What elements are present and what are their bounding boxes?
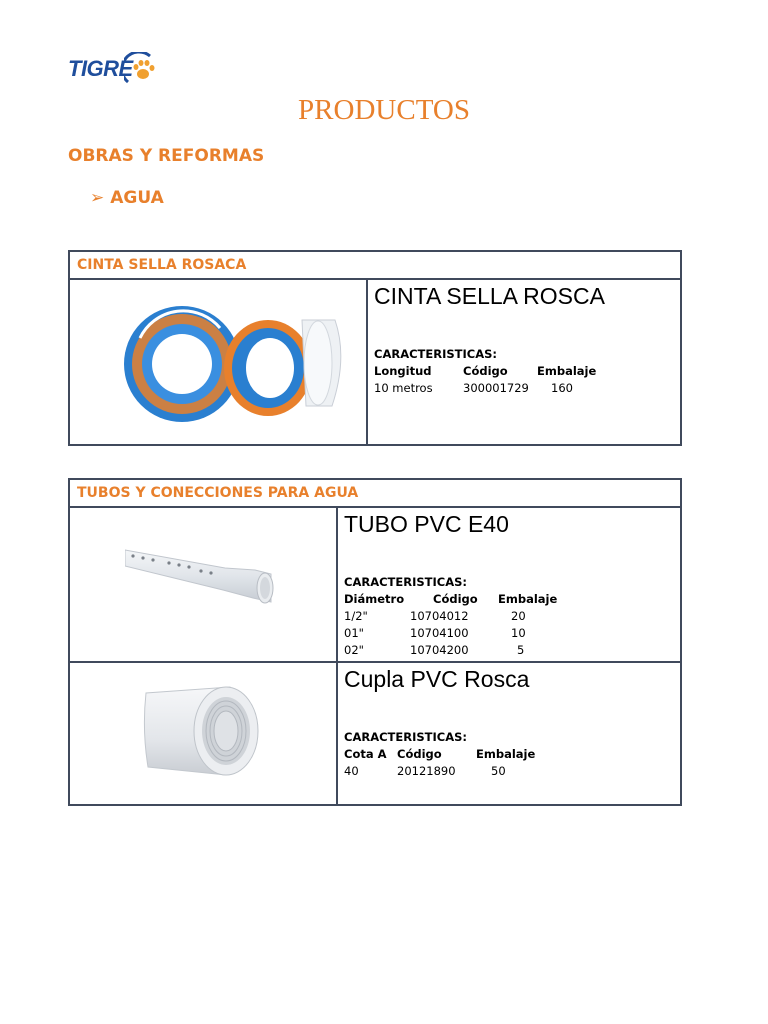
pvc-pipe-image <box>125 514 280 624</box>
spec-value: 10704012 <box>410 609 469 623</box>
spec-value: 1/2" <box>344 609 368 623</box>
product-info-cell <box>338 508 680 661</box>
spec-value: 01" <box>344 626 364 640</box>
product-table-tubos <box>68 478 682 806</box>
column-header: Embalaje <box>476 747 536 761</box>
product-row <box>70 508 680 663</box>
spec-value: 10704200 <box>410 643 469 657</box>
product-name: Cupla PVC Rosca <box>344 666 530 692</box>
tigre-logo <box>68 52 168 92</box>
spec-value: 10 metros <box>374 381 433 395</box>
table-header: TUBOS Y CONECCIONES PARA AGUA <box>70 480 680 508</box>
paw-icon <box>124 52 158 88</box>
brand-name: TIGRE <box>68 56 133 81</box>
product-row <box>70 663 680 804</box>
spec-value: 300001729 <box>463 381 529 395</box>
specs-title: CARACTERISTICAS: <box>344 730 467 744</box>
column-header: Cota A <box>344 747 387 761</box>
section-heading: OBRAS Y REFORMAS <box>68 146 265 166</box>
column-header: Código <box>433 592 478 606</box>
spec-value: 50 <box>491 764 506 778</box>
subsection-heading <box>90 188 164 208</box>
spec-value: 40 <box>344 764 359 778</box>
spec-value: 10 <box>511 626 526 640</box>
specs-title: CARACTERISTICAS: <box>374 347 497 361</box>
page-title: PRODUCTOS <box>298 94 470 126</box>
product-name: CINTA SELLA ROSCA <box>374 283 605 309</box>
product-info-cell <box>368 280 680 444</box>
subsection-label: AGUA <box>110 188 164 208</box>
table-header: CINTA SELLA ROSACA <box>70 252 680 280</box>
column-header: Código <box>397 747 442 761</box>
spec-value: 5 <box>517 643 525 657</box>
product-image-cell <box>70 280 368 444</box>
spec-value: 10704100 <box>410 626 469 640</box>
column-header: Longitud <box>374 364 432 378</box>
product-info-cell <box>338 663 680 804</box>
specs-title: CARACTERISTICAS: <box>344 575 467 589</box>
product-name: TUBO PVC E40 <box>344 511 509 537</box>
spec-value: 02" <box>344 643 364 657</box>
thread-seal-tape-image <box>120 298 350 428</box>
spec-value: 20 <box>511 609 526 623</box>
product-table-cinta <box>68 250 682 446</box>
column-header: Diámetro <box>344 592 405 606</box>
pvc-coupling-image <box>136 675 276 785</box>
column-header: Embalaje <box>537 364 597 378</box>
product-row <box>70 280 680 444</box>
product-image-cell <box>70 663 338 804</box>
column-header: Código <box>463 364 508 378</box>
column-header: Embalaje <box>498 592 558 606</box>
spec-value: 20121890 <box>397 764 456 778</box>
arrow-bullet-icon: ➢ <box>90 188 105 208</box>
product-image-cell <box>70 508 338 661</box>
spec-value: 160 <box>551 381 573 395</box>
